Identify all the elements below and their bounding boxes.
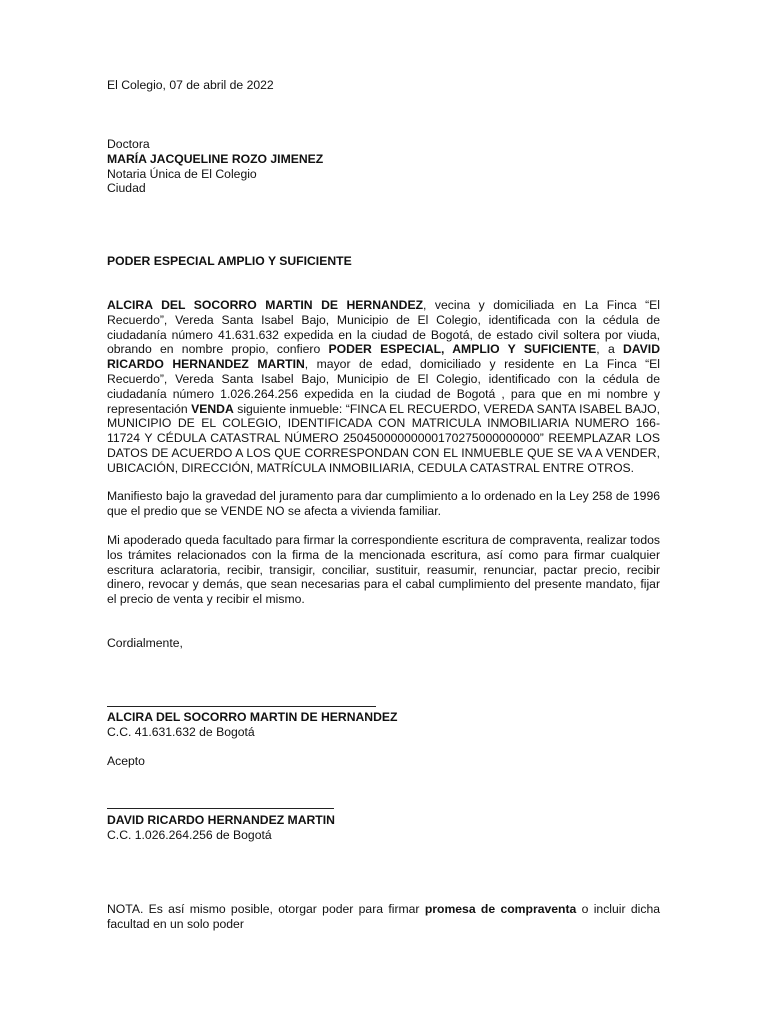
signer2-name: DAVID RICARDO HERNANDEZ MARTIN	[107, 813, 335, 827]
paragraph-faculties	[107, 533, 660, 607]
attorney-name: DAVID RICARDO HERNANDEZ MARTIN	[107, 342, 660, 372]
paragraph-declaration	[107, 489, 660, 519]
accept-text: Acepto	[107, 754, 145, 768]
action-verb: VENDA	[191, 401, 234, 416]
p3-text: Mi apoderado queda facultado para firmar la correspondiente escritura de compraventa, realizar todos los trámites relacionados con la firma de la mencionada escritura, así como para firmar cualquier escritura aclaratoria, recibir, transigir, conciliar, sustituir, reasumir, renunciar, pactar precio, recibir dinero, revocar y demás, que sean necesarias para el cabal cumplimiento del presente mandato, fijar el precio de venta y recibir el mismo.	[107, 533, 660, 607]
title-text: PODER ESPECIAL AMPLIO Y SUFICIENTE	[107, 254, 352, 268]
note-text-2: o incluir dicha facultad en un solo poder	[107, 902, 660, 931]
note-text-1: NOTA. Es así mismo posible, otorgar poder para firmar	[107, 902, 425, 916]
closing	[107, 636, 660, 651]
signer2-id: C.C. 1.026.264.256 de Bogotá	[107, 827, 272, 842]
note-paragraph	[107, 902, 660, 932]
paragraph-power-grant	[107, 298, 660, 476]
p1-text-2: , a	[596, 342, 623, 357]
signature-block-grantor	[107, 710, 660, 740]
signature-line-attorney	[107, 808, 334, 809]
document-title	[107, 254, 660, 269]
grantor-name: ALCIRA DEL SOCORRO MARTIN DE HERNANDEZ	[107, 298, 424, 312]
signature-line-grantor	[107, 706, 376, 707]
p1-text-1: , vecina y domiciliada en La Finca “El Recuerdo”, Vereda Santa Isabel Bajo, Municipio de El Colegio, identificada con la cédula de ciudadanía número 41.631.632 expedida en la ciudad de Bogotá, de estado civil soltera por viuda, obrando en nombre propio, confiero	[107, 298, 660, 357]
power-type: PODER ESPECIAL, AMPLIO Y SUFICIENTE	[328, 342, 597, 357]
date-text: El Colegio, 07 de abril de 2022	[107, 78, 274, 92]
p1-text-3: , mayor de edad, domiciliado y residente en La Finca “El Recuerdo”, Vereda Santa Isabel Bajo, Municipio de El Colegio, identificado con la cédula de ciudadanía número 1.026.264.256 expedida en la ciudad de Bogotá , para que en mi nombre y representación	[107, 357, 661, 416]
addressee-name: MARÍA JACQUELINE ROZO JIMENEZ	[107, 151, 324, 166]
p1-text-4: siguiente inmueble: “FINCA EL RECUERDO, VEREDA SANTA ISABEL BAJO, MUNICIPIO DE EL COLEGIO, IDENTIFICADA CON MATRICULA INMOBILIARIA NUMERO 166-11724 Y CÉDULA CATASTRAL NÚMERO 25045000000000170275000000000” REEMPLAZAR LOS DATOS DE ACUERDO A LOS QUE CORRESPONDAN CON EL INMUEBLE QUE SE VA A VENDER, UBICACIÓN, DIRECCIÓN, MATRÍCULA INMOBILIARIA, CEDULA CATASTRAL ENTRE OTROS.	[107, 401, 660, 475]
closing-text: Cordialmente,	[107, 636, 183, 650]
date-line	[107, 78, 660, 93]
addressee-salutation: Doctora	[107, 137, 150, 151]
signer1-name: ALCIRA DEL SOCORRO MARTIN DE HERNANDEZ	[107, 710, 398, 724]
addressee-block	[107, 137, 660, 196]
addressee-city: Ciudad	[107, 181, 146, 196]
note-bold: promesa de compraventa	[424, 902, 577, 916]
addressee-office: Notaria Única de El Colegio	[107, 166, 257, 181]
signature-block-attorney	[107, 813, 660, 843]
p2-text: Manifiesto bajo la gravedad del juramento para dar cumplimiento a lo ordenado en la Ley 258 de 1996 que el predio que se VENDE NO se afecta a vivienda familiar.	[107, 489, 660, 518]
acceptance-label	[107, 754, 660, 769]
signer1-id: C.C. 41.631.632 de Bogotá	[107, 724, 255, 739]
